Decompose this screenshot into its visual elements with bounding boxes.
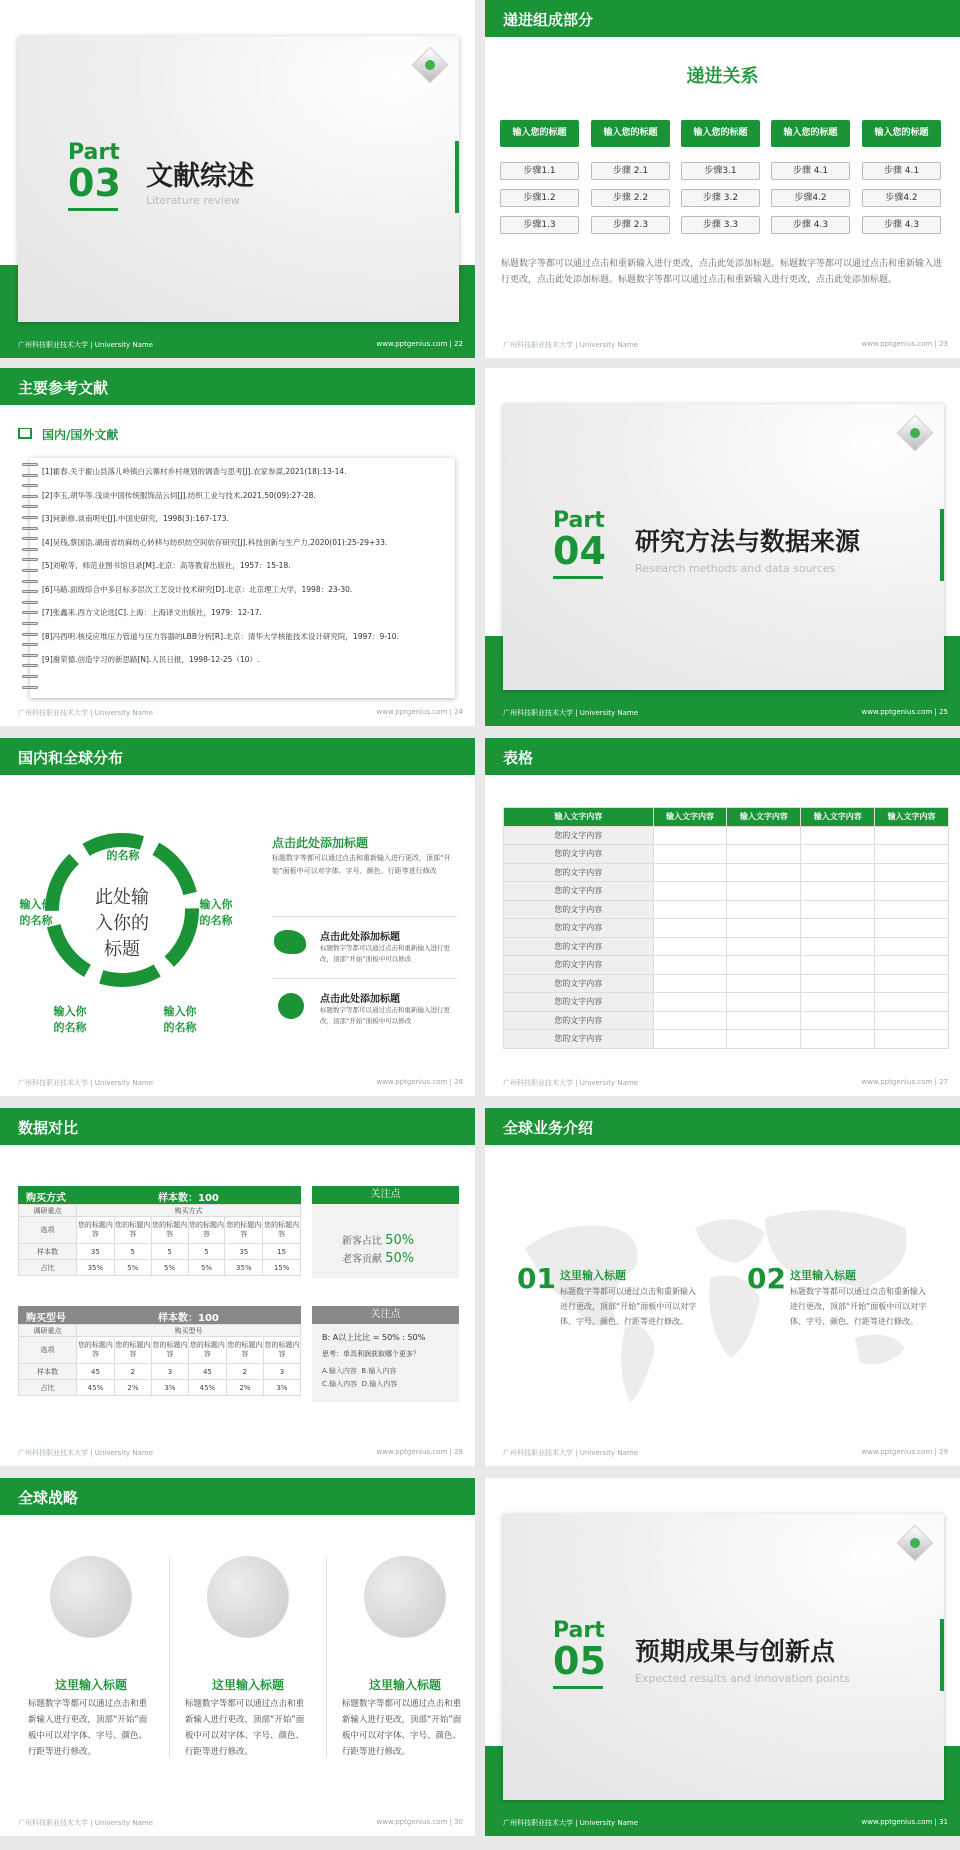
slide-31[interactable]: [485, 1478, 960, 1836]
data-table: [503, 807, 949, 1049]
text-1: 标题数字等都可以通过点击和重新输入进行更改，顶部“开始”面板中可以对字体、字号、颜色、行距等进行修改。: [560, 1287, 697, 1326]
slide-title: 主要参考文献: [0, 368, 475, 405]
cell: 选项: [19, 1337, 77, 1364]
column-header: 输入您的标题: [771, 120, 850, 147]
book-icon: [18, 428, 32, 439]
table-cell[interactable]: [653, 900, 727, 919]
cell: 您的标题内容: [114, 1337, 151, 1364]
cell: 45%: [77, 1380, 115, 1396]
cell: 5: [114, 1244, 151, 1260]
cell: 2%: [226, 1380, 263, 1396]
ring: [22, 569, 38, 572]
accent-bar: [940, 509, 944, 581]
ring: [22, 654, 38, 657]
text-3: 标题数字等都可以通过点击和重新输入进行更改，顶部“开始”面板中可以修改: [320, 1006, 450, 1025]
globe-icon: [364, 1556, 446, 1638]
section-title: 研究方法与数据来源: [635, 527, 861, 556]
section-subtitle: Expected results and innovation points: [635, 1672, 850, 1685]
logo-icon: [412, 47, 449, 84]
part-underline: [68, 208, 118, 211]
table-cell[interactable]: [727, 882, 801, 901]
step-box: 步骤 4.1: [862, 162, 941, 180]
cell: 3: [151, 1364, 188, 1380]
compare-table: [18, 1324, 301, 1396]
cell: 您的标题内容: [188, 1337, 226, 1364]
step-box: 步骤3.1: [681, 162, 760, 180]
slide-title: 全球战略: [0, 1478, 475, 1515]
footer: 广州科技职业技术大学 | University Name www.pptgenius.com | 23: [503, 340, 948, 349]
step-box: 步骤 3.2: [681, 189, 760, 207]
notebook-card: [30, 458, 455, 698]
table-cell[interactable]: [801, 937, 875, 956]
table-header: [18, 1186, 301, 1204]
table-row: [504, 845, 949, 864]
slide-title: 数据对比: [0, 1108, 475, 1145]
slide-23[interactable]: [485, 0, 960, 358]
slide-title: 全球业务介绍: [485, 1108, 960, 1145]
column-header: 输入文字内容: [504, 808, 654, 827]
headline-3: 点击此处添加标题: [320, 994, 400, 1005]
cell: 调研重点: [19, 1205, 77, 1217]
table-cell[interactable]: [653, 1011, 727, 1030]
compare-table: [18, 1204, 301, 1276]
column-header: 输入文字内容: [801, 808, 875, 827]
slide-title: 表格: [485, 738, 960, 775]
ring: [22, 686, 38, 689]
column-header: 输入文字内容: [875, 808, 949, 827]
sample-size: 样本数：100: [158, 1313, 219, 1324]
headline-1: 这里输入标题: [560, 1269, 626, 1282]
cell: 您的标题内容: [114, 1217, 151, 1244]
table-cell[interactable]: [801, 863, 875, 882]
body-text: 标题数字等都可以通过点击和重新输入进行更改，点击此处添加标题。标题数字等都可以通过点击和重新输入进行更改，点击此处添加标题。标题数字等都可以通过点击和重新输入进行更改，点击此处添加标题。: [501, 259, 943, 285]
cell: 购买方式: [77, 1205, 301, 1217]
cell: 35%: [77, 1260, 115, 1276]
step-box: 步骤 4.1: [771, 162, 850, 180]
cell: 您的标题内容: [263, 1217, 301, 1244]
table-cell[interactable]: [875, 826, 949, 845]
focus-line: B: A以上比比 = 50% : 50%: [322, 1333, 426, 1342]
reference-item: [5]刘敬等，师范业图书馆目录[M].北京：高等教育出版社，1957：15-18.: [42, 561, 291, 570]
table-cell[interactable]: [801, 956, 875, 975]
table-cell[interactable]: [875, 882, 949, 901]
cell: 45: [77, 1364, 115, 1380]
table-row: [504, 993, 949, 1012]
divider: [272, 978, 457, 979]
slide-title: 国内和全球分布: [0, 738, 475, 775]
cell: 2: [226, 1364, 263, 1380]
ring-center-title: 此处输入你的标题: [95, 887, 149, 960]
ring: [22, 590, 38, 593]
table-cell[interactable]: [653, 993, 727, 1012]
cell: 您的标题内容: [226, 1337, 263, 1364]
column-header: 输入文字内容: [653, 808, 727, 827]
part-label: Part: [553, 508, 605, 533]
cell: 5: [188, 1244, 225, 1260]
cell: 调研重点: [19, 1325, 77, 1337]
cell: 选项: [19, 1217, 77, 1244]
table-cell[interactable]: [727, 1030, 801, 1049]
table-cell[interactable]: [727, 937, 801, 956]
table-cell[interactable]: [801, 900, 875, 919]
table-row: [504, 956, 949, 975]
ring: [22, 558, 38, 561]
cell: 2: [114, 1364, 151, 1380]
table-cell[interactable]: [727, 826, 801, 845]
ring: [22, 622, 38, 625]
cell: 45: [188, 1364, 226, 1380]
compare-table-1: [18, 1186, 301, 1276]
ring: [22, 580, 38, 583]
row-label: 您的文字内容: [504, 993, 654, 1012]
reference-item: [6]马路.面级综合中多目标多层次工艺设计技术研究[D].北京：北京理工大学，1998：23-30.: [42, 584, 353, 594]
title-card: [18, 36, 459, 322]
cell: 您的标题内容: [77, 1337, 115, 1364]
step-box: 步骤 2.2: [591, 189, 670, 207]
cell: 3: [263, 1364, 300, 1380]
column-text: 标题数字等都可以通过点击和重新输入进行更改，顶部“开始”面板中可以对字体、字号、颜色、行距等进行修改。: [185, 1699, 305, 1757]
step-box: 步骤1.1: [500, 162, 579, 180]
step-box: 步骤 4.3: [771, 216, 850, 234]
segment-label: 输入你的名称: [199, 898, 233, 927]
option: A.输入内容: [322, 1367, 357, 1375]
table-cell[interactable]: [653, 974, 727, 993]
table-row: [504, 826, 949, 845]
focus-value: 50%: [385, 1233, 415, 1248]
section-subtitle: 国内/国外文献: [42, 428, 119, 442]
row-label: 您的文字内容: [504, 882, 654, 901]
table-cell[interactable]: [727, 993, 801, 1012]
reference-item: [1]霍春.关于霍山县落儿岭镇白云寨村乡村规划的调查与思考[J].农家参谋,2021(18):13-14.: [42, 467, 347, 476]
table-row: [504, 900, 949, 919]
reference-item: [8]冯西明.核反应堆压力管道与压力容器的LBB分析[R].北京：清华大学核能技术设计研究院，1997：9-10.: [42, 631, 399, 641]
slide-25[interactable]: [485, 368, 960, 726]
cell: 2%: [114, 1380, 151, 1396]
divider: [272, 916, 457, 917]
globe-icon: [278, 993, 304, 1019]
option: B.输入内容: [361, 1367, 397, 1375]
reference-item: [4]吴钱,蔡国诰.湖南省纺麻纺心转移与纺织纺空间依存研究[J].科技创新与生产力,2020(01):25-29+33.: [42, 537, 388, 547]
part-number: 03: [68, 161, 121, 205]
footer: 广州科技职业技术大学 | University Name www.pptgenius.com | 25: [503, 708, 948, 717]
step-box: 步骤1.2: [500, 189, 579, 207]
heading: 递进关系: [686, 66, 759, 87]
focus-question: 思考：单具利润获取哪个更多？: [322, 1350, 420, 1358]
table-title: 购买型号: [26, 1313, 66, 1324]
slide-28[interactable]: [0, 1108, 475, 1466]
row-label: 您的文字内容: [504, 863, 654, 882]
divider: [326, 1558, 327, 1758]
slide-29[interactable]: [485, 1108, 960, 1466]
ring: [22, 601, 38, 604]
cell: 45%: [188, 1380, 226, 1396]
footer: 广州科技职业技术大学 | University Name www.pptgenius.com | 22: [18, 340, 463, 349]
section-subtitle: Literature review: [146, 194, 240, 207]
footer: 广州科技职业技术大学 | University Name www.pptgenius.com | 26: [18, 1078, 463, 1087]
table-cell[interactable]: [875, 937, 949, 956]
footer: 广州科技职业技术大学 | University Name www.pptgenius.com | 28: [18, 1448, 463, 1457]
accent-bar: [455, 141, 459, 213]
table-cell[interactable]: [653, 1030, 727, 1049]
column-header: 输入文字内容: [727, 808, 801, 827]
slide-24[interactable]: [0, 368, 475, 726]
cell: 3%: [151, 1380, 188, 1396]
table-cell[interactable]: [875, 993, 949, 1012]
footer: 广州科技职业技术大学 | University Name www.pptgenius.com | 30: [18, 1818, 463, 1827]
column-header: 输入您的标题: [591, 120, 670, 147]
column-headline: 这里输入标题: [54, 1678, 127, 1692]
table-cell[interactable]: [875, 956, 949, 975]
globe-icon: [50, 1556, 132, 1638]
footer: 广州科技职业技术大学 | University Name www.pptgenius.com | 29: [503, 1448, 948, 1457]
table-row: [504, 1030, 949, 1049]
table-header: [18, 1306, 301, 1324]
table-cell[interactable]: [875, 1030, 949, 1049]
table-cell[interactable]: [875, 863, 949, 882]
cell: 占比: [19, 1380, 77, 1396]
option: D.输入内容: [361, 1380, 398, 1388]
footer: 广州科技职业技术大学 | University Name www.pptgenius.com | 31: [503, 1818, 948, 1827]
table-cell[interactable]: [653, 919, 727, 938]
table-cell[interactable]: [727, 863, 801, 882]
table-cell[interactable]: [875, 974, 949, 993]
section-title: 预期成果与创新点: [635, 1637, 836, 1666]
segment-label: 输入你的名称: [53, 1005, 87, 1034]
ring: [22, 495, 38, 498]
cell: 5%: [188, 1260, 225, 1276]
ring: [22, 675, 38, 678]
table-cell[interactable]: [727, 956, 801, 975]
table-cell[interactable]: [653, 863, 727, 882]
focus-card-1: [312, 1186, 459, 1278]
cell: 您的标题内容: [151, 1217, 188, 1244]
ring: [22, 643, 38, 646]
footer: 广州科技职业技术大学 | University Name www.pptgenius.com | 24: [18, 708, 463, 717]
cell: 5%: [151, 1260, 188, 1276]
column-text: 标题数字等都可以通过点击和重新输入进行更改，顶部“开始”面板中可以对字体、字号、颜色、行距等进行修改。: [342, 1699, 462, 1757]
row-label: 您的文字内容: [504, 937, 654, 956]
cell: 样本数: [19, 1244, 77, 1260]
cell: 您的标题内容: [77, 1217, 115, 1244]
row-label: 您的文字内容: [504, 1011, 654, 1030]
cell: 5: [151, 1244, 188, 1260]
ring: [22, 484, 38, 487]
ring: [22, 516, 38, 519]
table-cell[interactable]: [727, 1011, 801, 1030]
text-2: 标题数字等都可以通过点击和重新输入进行更改，顶部“开始”面板中可以对字体、字号、颜色、行距等进行修改。: [790, 1287, 927, 1326]
step-box: 步骤1.3: [500, 216, 579, 234]
title-card: [503, 404, 944, 690]
step-box: 步骤 2.1: [591, 162, 670, 180]
focus-card-2: [312, 1306, 459, 1402]
slide-22[interactable]: [0, 0, 475, 358]
part-label: Part: [553, 1618, 605, 1643]
ring: [22, 664, 38, 667]
ring: [22, 527, 38, 530]
option: C.输入内容: [322, 1380, 358, 1388]
table-cell[interactable]: [801, 974, 875, 993]
ring: [22, 611, 38, 614]
headline-2: 点击此处添加标题: [320, 932, 400, 943]
focus-header: 关注点: [312, 1186, 459, 1204]
column-header: 输入您的标题: [500, 120, 579, 147]
row-label: 您的文字内容: [504, 845, 654, 864]
focus-label: 新客占比: [342, 1236, 382, 1247]
table-cell[interactable]: [875, 919, 949, 938]
text-2: 标题数字等都可以通过点击和重新输入进行更改，顶部“开始”面板中可以修改: [320, 944, 450, 963]
table-row: [504, 919, 949, 938]
cell: 购买型号: [77, 1325, 301, 1337]
table-cell[interactable]: [801, 993, 875, 1012]
table-cell[interactable]: [653, 826, 727, 845]
row-label: 您的文字内容: [504, 900, 654, 919]
row-label: 您的文字内容: [504, 826, 654, 845]
table-cell[interactable]: [653, 845, 727, 864]
slide-title: 递进组成部分: [485, 0, 960, 37]
cell: 5%: [114, 1260, 151, 1276]
cell: 35: [77, 1244, 115, 1260]
part-underline: [553, 576, 603, 579]
step-box: 步骤 4.3: [862, 216, 941, 234]
number-1: 01: [517, 1262, 556, 1295]
footer: 广州科技职业技术大学 | University Name www.pptgenius.com | 27: [503, 1078, 948, 1087]
table-title: 购买方式: [26, 1193, 66, 1204]
ring: [22, 548, 38, 551]
text-1: 标题数字等都可以通过点击和重新输入进行更改，顶部“开始”面板中可以对字体、字号、颜色、行距等进行修改: [272, 854, 451, 875]
segment-label: 输入你的名称: [106, 833, 140, 862]
accent-bar: [940, 1619, 944, 1691]
table-row: [504, 863, 949, 882]
cell: 您的标题内容: [188, 1217, 225, 1244]
title-card: [503, 1514, 944, 1800]
number-2: 02: [747, 1262, 786, 1295]
table-cell[interactable]: [653, 882, 727, 901]
column-header: 输入您的标题: [681, 120, 760, 147]
table-cell[interactable]: [801, 919, 875, 938]
logo-icon: [897, 1525, 934, 1562]
compare-table-2: [18, 1306, 301, 1396]
section-subtitle: Research methods and data sources: [635, 562, 836, 575]
table-cell[interactable]: [653, 937, 727, 956]
part-number: 04: [553, 529, 606, 573]
table-row: [504, 1011, 949, 1030]
reference-item: [2]李玉,胡华等.浅谈中国传统服饰品云伺[J].纺织工业与技术.2021,50(09):27-28.: [42, 490, 316, 500]
cell: 您的标题内容: [225, 1217, 263, 1244]
table-cell[interactable]: [801, 845, 875, 864]
step-box: 步骤 2.3: [591, 216, 670, 234]
ring: [22, 633, 38, 636]
china-map-icon: [274, 930, 306, 954]
table-cell[interactable]: [727, 845, 801, 864]
part-underline: [553, 1686, 603, 1689]
sample-size: 样本数：100: [158, 1193, 219, 1204]
segment-label: 输入你的名称: [19, 898, 53, 927]
table-cell[interactable]: [727, 974, 801, 993]
column-headline: 这里输入标题: [211, 1678, 284, 1692]
column-header: 输入您的标题: [862, 120, 941, 147]
table-cell[interactable]: [875, 1011, 949, 1030]
cell: 15%: [263, 1260, 301, 1276]
cell: 15: [263, 1244, 301, 1260]
cell: 35%: [225, 1260, 263, 1276]
table-cell[interactable]: [801, 826, 875, 845]
cell: 35: [225, 1244, 263, 1260]
ring: [22, 505, 38, 508]
table-row: [504, 974, 949, 993]
row-label: 您的文字内容: [504, 956, 654, 975]
row-label: 您的文字内容: [504, 919, 654, 938]
cell: 您的标题内容: [151, 1337, 188, 1364]
cell: 3%: [263, 1380, 300, 1396]
focus-value: 50%: [385, 1251, 415, 1266]
row-label: 您的文字内容: [504, 1030, 654, 1049]
table-cell[interactable]: [875, 845, 949, 864]
part-number: 05: [553, 1639, 606, 1683]
globe-icon: [207, 1556, 289, 1638]
table-cell[interactable]: [801, 1030, 875, 1049]
cell: 占比: [19, 1260, 77, 1276]
step-box: 步骤 3.3: [681, 216, 760, 234]
slide-26[interactable]: [0, 738, 475, 1096]
section-title: 文献综述: [146, 161, 254, 192]
table-cell[interactable]: [727, 919, 801, 938]
cell: 样本数: [19, 1364, 77, 1380]
step-box: 步骤4.2: [862, 189, 941, 207]
table-row: [504, 937, 949, 956]
focus-label: 老客贡献: [342, 1254, 382, 1265]
focus-header: 关注点: [312, 1306, 459, 1324]
reference-item: [9]谢荣德.创造学习的新思路[N].人民日报，1998-12-25（10）.: [42, 655, 260, 664]
slide-27[interactable]: [485, 738, 960, 1096]
part-label: Part: [68, 140, 120, 165]
ring: [22, 463, 38, 466]
reference-item: [3]何新修.谈南明史[J].中国史研究，1998(3):167-173.: [42, 514, 229, 523]
row-label: 您的文字内容: [504, 974, 654, 993]
table-cell[interactable]: [875, 900, 949, 919]
segment-label: 输入你的名称: [163, 1005, 197, 1034]
table-cell[interactable]: [801, 882, 875, 901]
column-text: 标题数字等都可以通过点击和重新输入进行更改，顶部“开始”面板中可以对字体、字号、颜色、行距等进行修改。: [28, 1699, 148, 1757]
slide-30[interactable]: [0, 1478, 475, 1836]
logo-icon: [897, 415, 934, 452]
table-cell[interactable]: [801, 1011, 875, 1030]
table-cell[interactable]: [727, 900, 801, 919]
headline-2: 这里输入标题: [790, 1269, 856, 1282]
column-headline: 这里输入标题: [368, 1678, 441, 1692]
headline-1: 点击此处添加标题: [272, 836, 369, 850]
reference-item: [7]张鑫来.西方文论选[C].上海：上海译文出版社，1979：12-17.: [42, 608, 262, 617]
table-row: [504, 882, 949, 901]
table-cell[interactable]: [653, 956, 727, 975]
ring: [22, 537, 38, 540]
step-box: 步骤4.2: [771, 189, 850, 207]
divider: [169, 1558, 170, 1758]
ring: [22, 474, 38, 477]
cell: 您的标题内容: [263, 1337, 300, 1364]
